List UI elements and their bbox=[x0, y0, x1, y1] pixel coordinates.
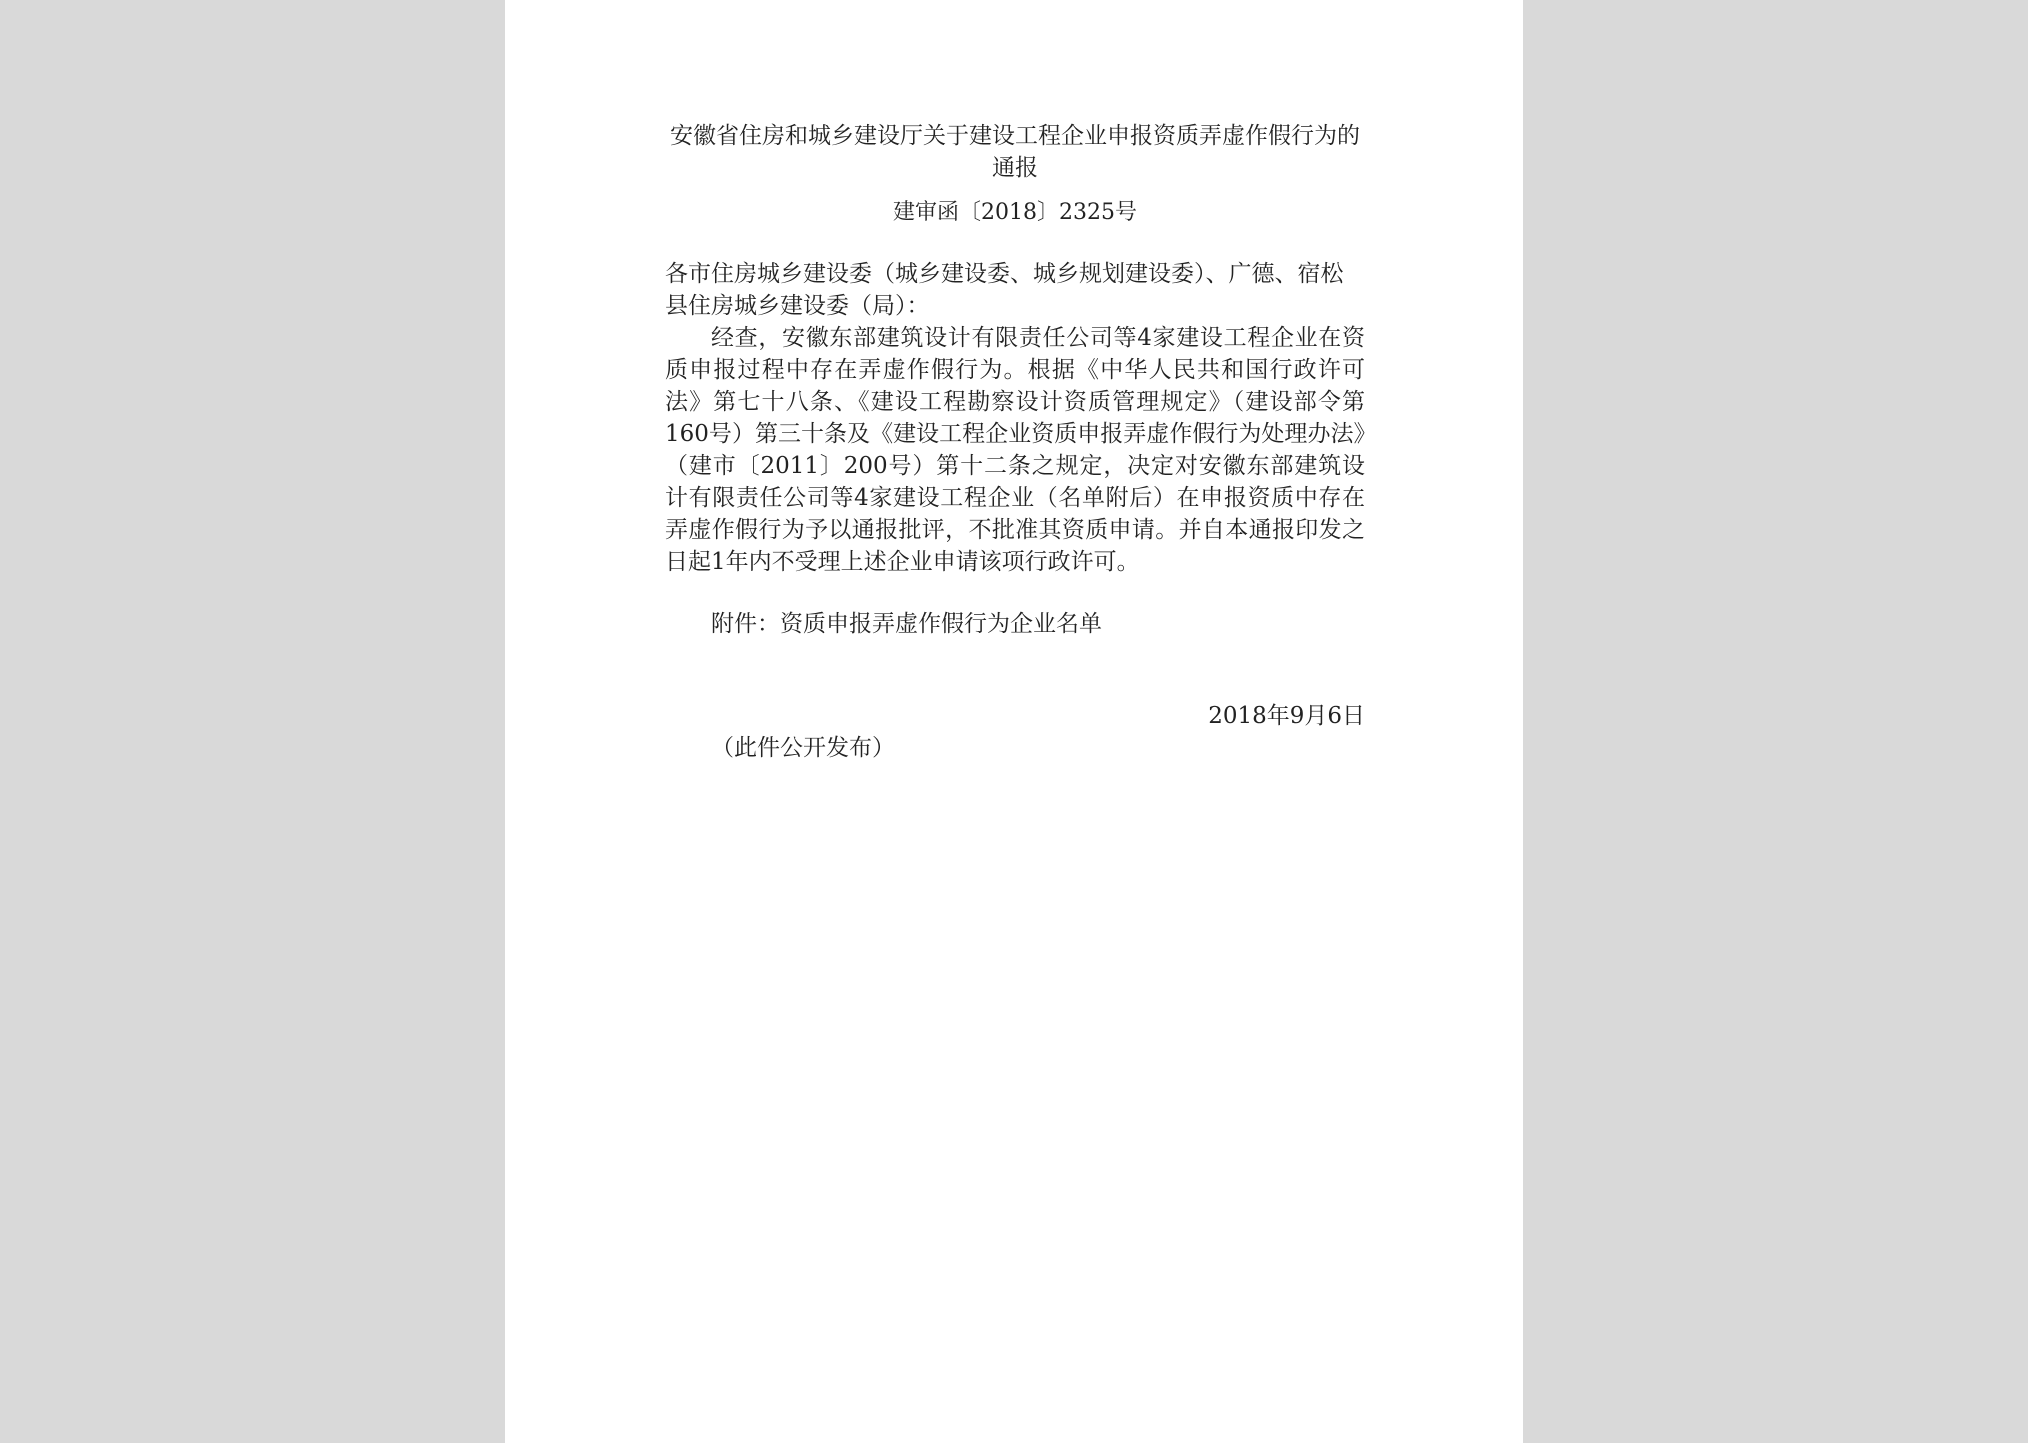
document-page bbox=[505, 0, 1523, 1443]
issue-date: 2018年9月6日 bbox=[1208, 703, 1365, 729]
document-title: 安徽省住房和城乡建设厅关于建设工程企业申报资质弄虚作假行为的通报 bbox=[670, 123, 1360, 181]
attachment-line: 附件：资质申报弄虚作假行为企业名单 bbox=[711, 611, 1102, 637]
addressee: 各市住房城乡建设委（城乡建设委、城乡规划建设委）、广德、宿松县住房城乡建设委（局）： bbox=[665, 261, 1344, 319]
public-release-note: （此件公开发布） bbox=[711, 735, 895, 761]
document-number: 建审函〔2018〕2325号 bbox=[893, 200, 1137, 225]
document-content bbox=[665, 120, 1365, 764]
body-paragraph: 经查，安徽东部建筑设计有限责任公司等4家建设工程企业在资质申报过程中存在弄虚作假行为。根据《中华人民共和国行政许可法》第七十八条、《建设工程勘察设计资质管理规定》（建设部令第160号）第三十条及《建设工程企业资质申报弄虚作假行为处理办法》（建市〔2011〕200号）第十二条之规定，决定对安徽东部建筑设计有限责任公司等4家建设工程企业（名单附后）在申报资质中存在弄虚作假行为予以通报批评，不批准其资质申请。并自本通报印发之日起1年内不受理上述企业申请该项行政许可。 bbox=[665, 325, 1365, 575]
